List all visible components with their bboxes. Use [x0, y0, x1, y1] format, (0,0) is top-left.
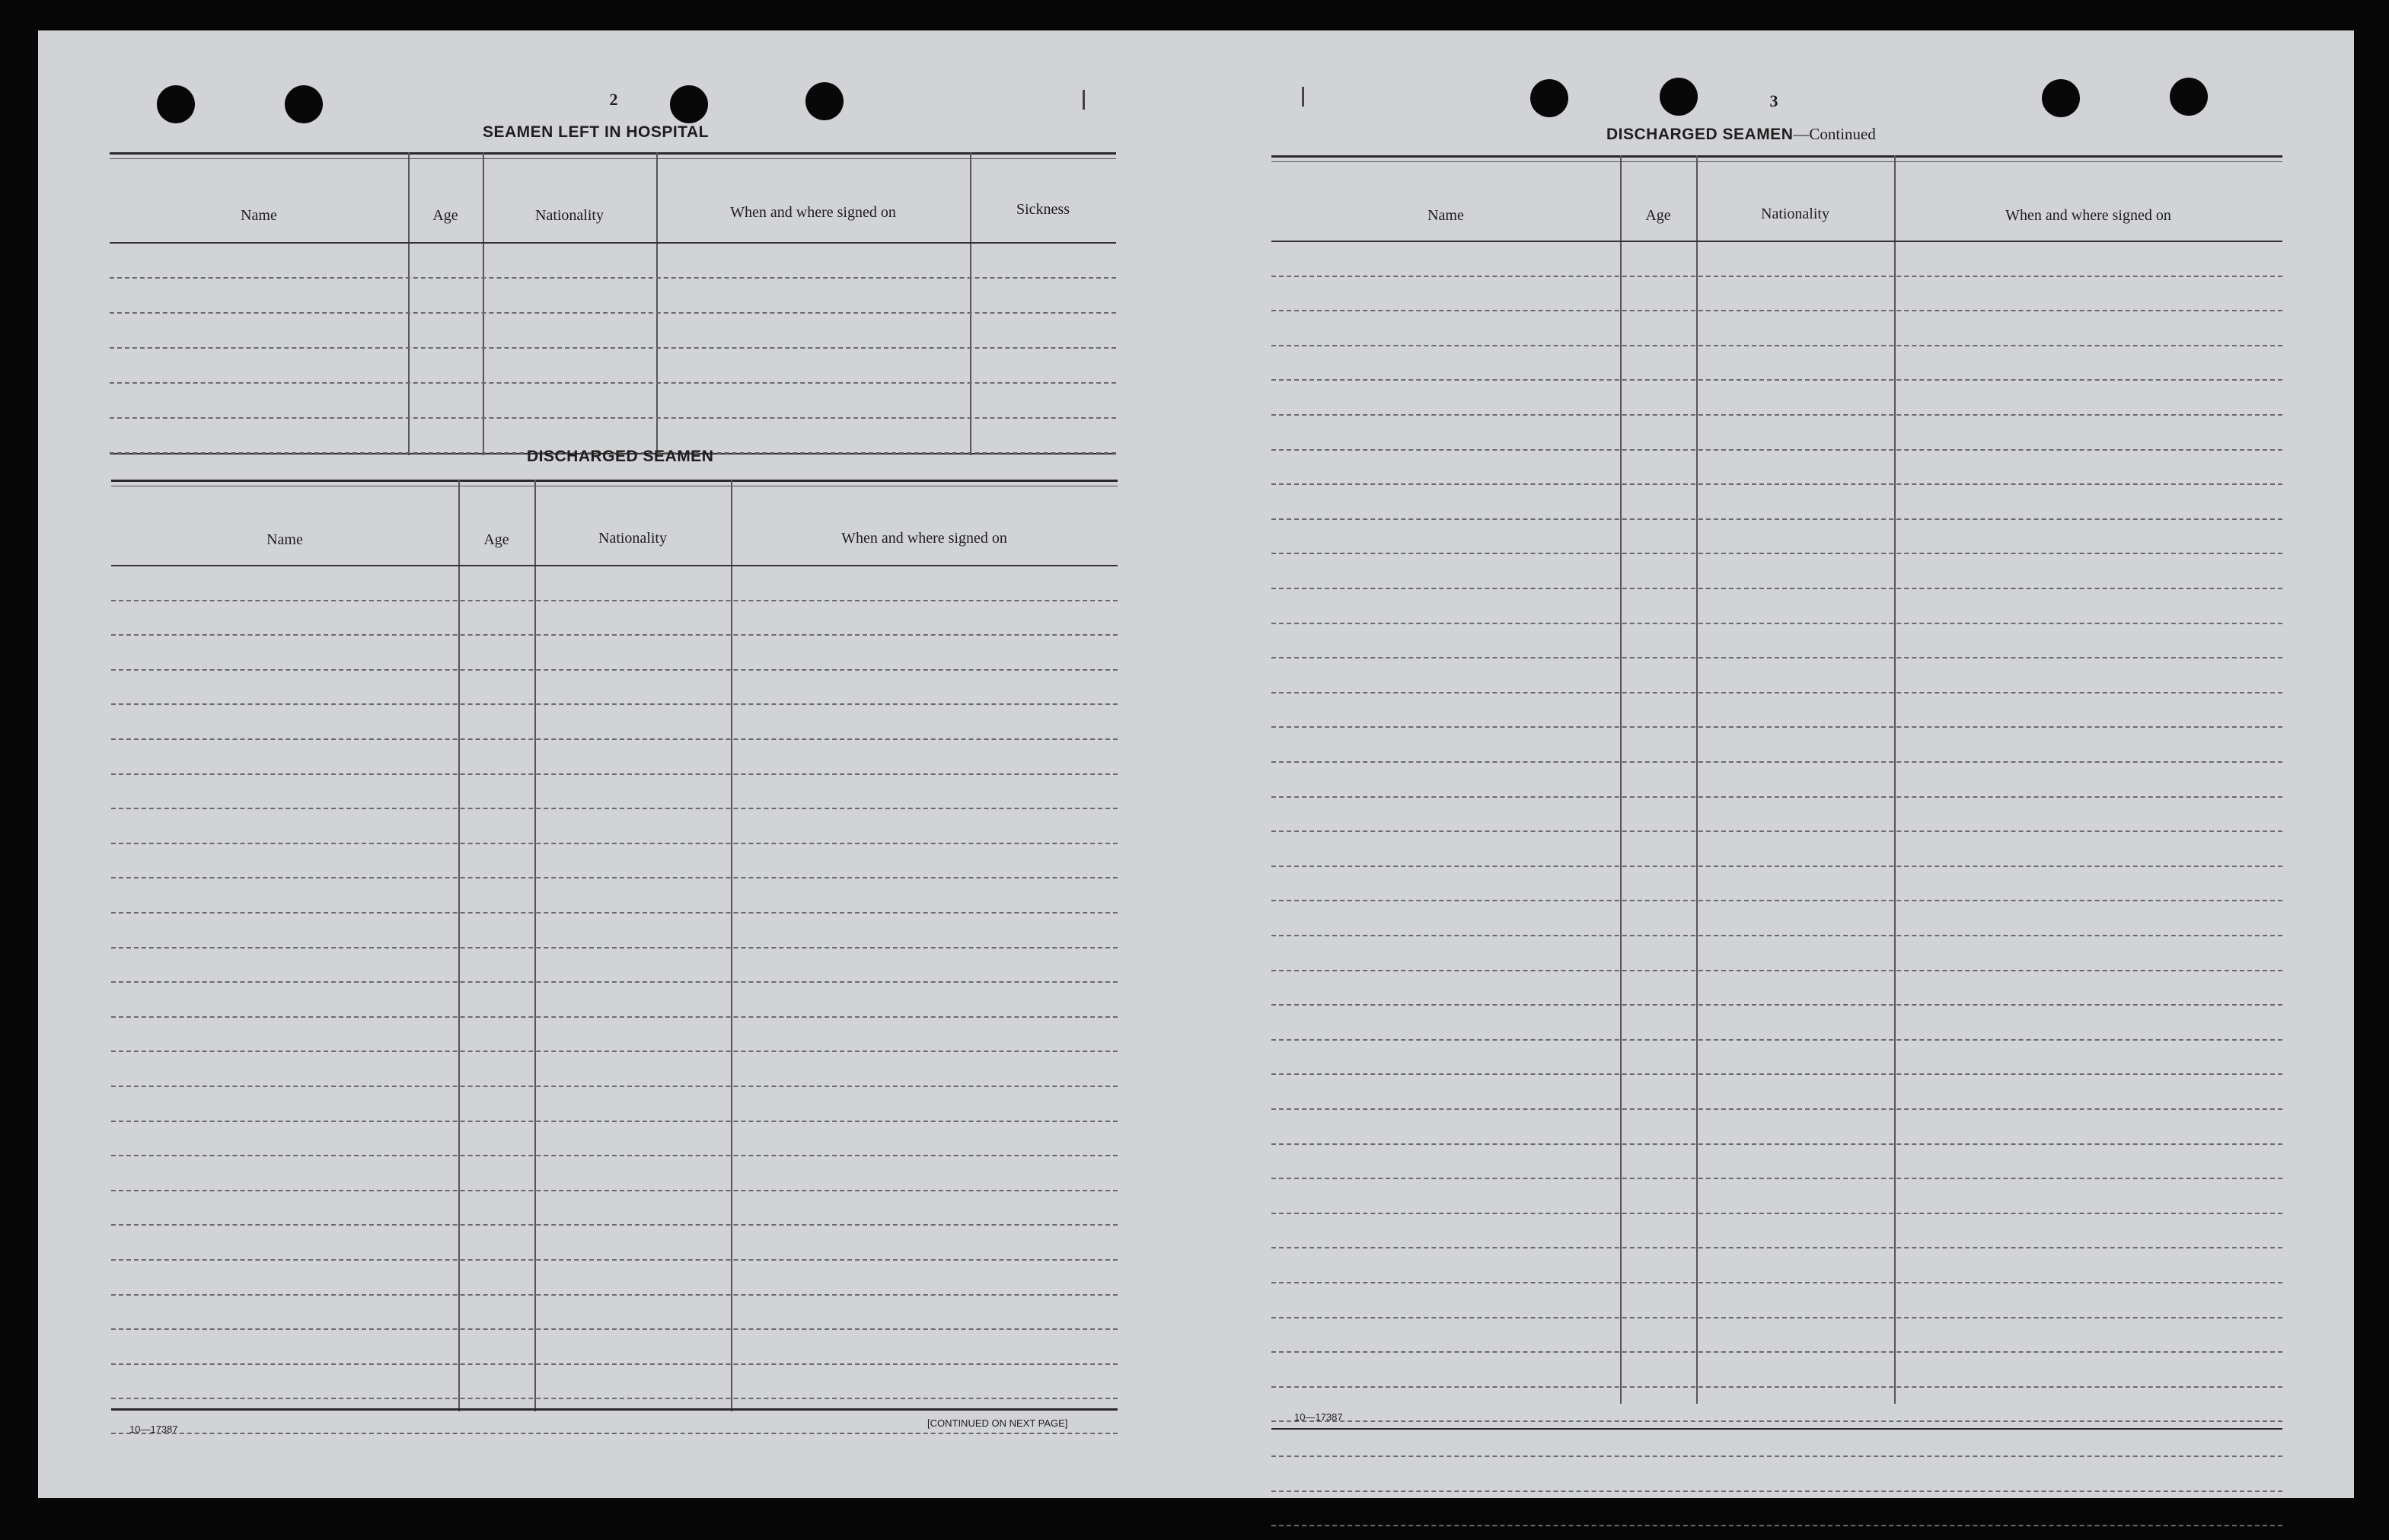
table-row [1271, 1039, 2282, 1041]
discharged-table [111, 480, 1118, 1411]
table-row [1271, 276, 2282, 277]
table-row [111, 1224, 1118, 1226]
discharged-continued-title-main: DISCHARGED SEAMEN [1606, 126, 1794, 143]
table-row [1271, 1247, 2282, 1248]
form-sheet [38, 30, 2354, 1498]
page-number-right: 3 [1769, 91, 1778, 110]
table-row [1271, 900, 2282, 901]
table-row [1271, 866, 2282, 867]
table-row [111, 773, 1118, 775]
punch-hole [1530, 79, 1568, 117]
column-header-nationality: Nationality [1761, 206, 1829, 222]
column-header-name: Name [266, 531, 303, 548]
table-row [111, 1363, 1118, 1365]
table-row [1271, 1525, 2282, 1526]
table-row [111, 981, 1118, 983]
page-number-left: 2 [609, 90, 618, 109]
table-row [111, 600, 1118, 601]
column-header-signed-on: When and where signed on [2005, 207, 2171, 224]
table-row [1271, 345, 2282, 346]
table-row [1271, 692, 2282, 693]
table-row [111, 1398, 1118, 1399]
column-header-age: Age [1645, 207, 1671, 224]
table-row [111, 1121, 1118, 1122]
table-row [111, 1294, 1118, 1296]
table-row [111, 634, 1118, 636]
column-header-nationality: Nationality [598, 530, 667, 547]
table-row [111, 843, 1118, 844]
table-row [1271, 761, 2282, 763]
discharged-continued-title-suffix: —Continued [1793, 125, 1876, 143]
punch-hole [1660, 78, 1698, 116]
table-row [1271, 1004, 2282, 1006]
column-header-age: Age [432, 207, 458, 224]
table-row [110, 347, 1116, 349]
table-row [1271, 1456, 2282, 1457]
table-row [1271, 1351, 2282, 1353]
table-row [1271, 483, 2282, 485]
discharged-section-title: DISCHARGED SEAMEN [527, 448, 714, 465]
discharged-continued-table [1271, 155, 2282, 1404]
table-row [1271, 726, 2282, 728]
form-number-right: 10—17387 [1294, 1411, 1343, 1423]
column-header-name: Name [241, 207, 277, 224]
table-row [1271, 970, 2282, 971]
table-row [1271, 831, 2282, 832]
column-header-signed-on: When and where signed on [730, 204, 896, 221]
table-row [1271, 657, 2282, 658]
table-row [111, 669, 1118, 671]
table-row [1271, 1282, 2282, 1283]
punch-hole [805, 82, 844, 120]
table-row [110, 382, 1116, 384]
table-row [1271, 518, 2282, 520]
continued-note: [CONTINUED ON NEXT PAGE] [927, 1417, 1068, 1429]
table-row [1271, 935, 2282, 936]
table-row [111, 808, 1118, 809]
table-row [110, 277, 1116, 279]
fold-mark [1083, 90, 1085, 110]
table-row [111, 738, 1118, 740]
table-row [111, 1259, 1118, 1261]
table-row [111, 1016, 1118, 1018]
punch-hole [285, 85, 323, 123]
table-row [111, 1051, 1118, 1052]
punch-hole [670, 85, 708, 123]
table-row [1271, 623, 2282, 624]
punch-hole [157, 85, 195, 123]
fold-mark [1302, 87, 1304, 107]
table-row [1271, 1108, 2282, 1110]
column-header-name: Name [1427, 207, 1464, 224]
table-row [1271, 379, 2282, 381]
table-row [110, 417, 1116, 419]
table-row [111, 1190, 1118, 1191]
table-row [1271, 796, 2282, 798]
table-row [1271, 1213, 2282, 1214]
table-row [1271, 1420, 2282, 1422]
discharged-continued-title [1606, 125, 1876, 144]
table-row [111, 912, 1118, 913]
table-row [111, 1328, 1118, 1330]
column-header-age: Age [483, 531, 509, 548]
table-row [111, 1155, 1118, 1156]
table-row [111, 703, 1118, 705]
table-row [1271, 1386, 2282, 1388]
column-header-signed-on: When and where signed on [841, 530, 1007, 547]
table-row [1271, 1143, 2282, 1145]
table-row [111, 877, 1118, 878]
column-header-nationality: Nationality [535, 207, 604, 224]
punch-hole [2042, 79, 2080, 117]
hospital-table [110, 152, 1116, 455]
table-row [111, 947, 1118, 949]
table-row [1271, 588, 2282, 589]
table-row [1271, 1178, 2282, 1179]
table-row [1271, 1491, 2282, 1492]
table-row [1271, 310, 2282, 311]
table-row [111, 1433, 1118, 1434]
table-row [1271, 449, 2282, 451]
table-row [110, 312, 1116, 314]
hospital-section-title: SEAMEN LEFT IN HOSPITAL [483, 123, 709, 141]
form-number-left: 10—17387 [129, 1424, 178, 1435]
table-row [1271, 1317, 2282, 1318]
table-row [1271, 1073, 2282, 1075]
table-row [1271, 414, 2282, 416]
table-row [1271, 553, 2282, 554]
column-header-sickness: Sickness [1016, 201, 1070, 218]
table-row [111, 1086, 1118, 1087]
punch-hole [2170, 78, 2208, 116]
